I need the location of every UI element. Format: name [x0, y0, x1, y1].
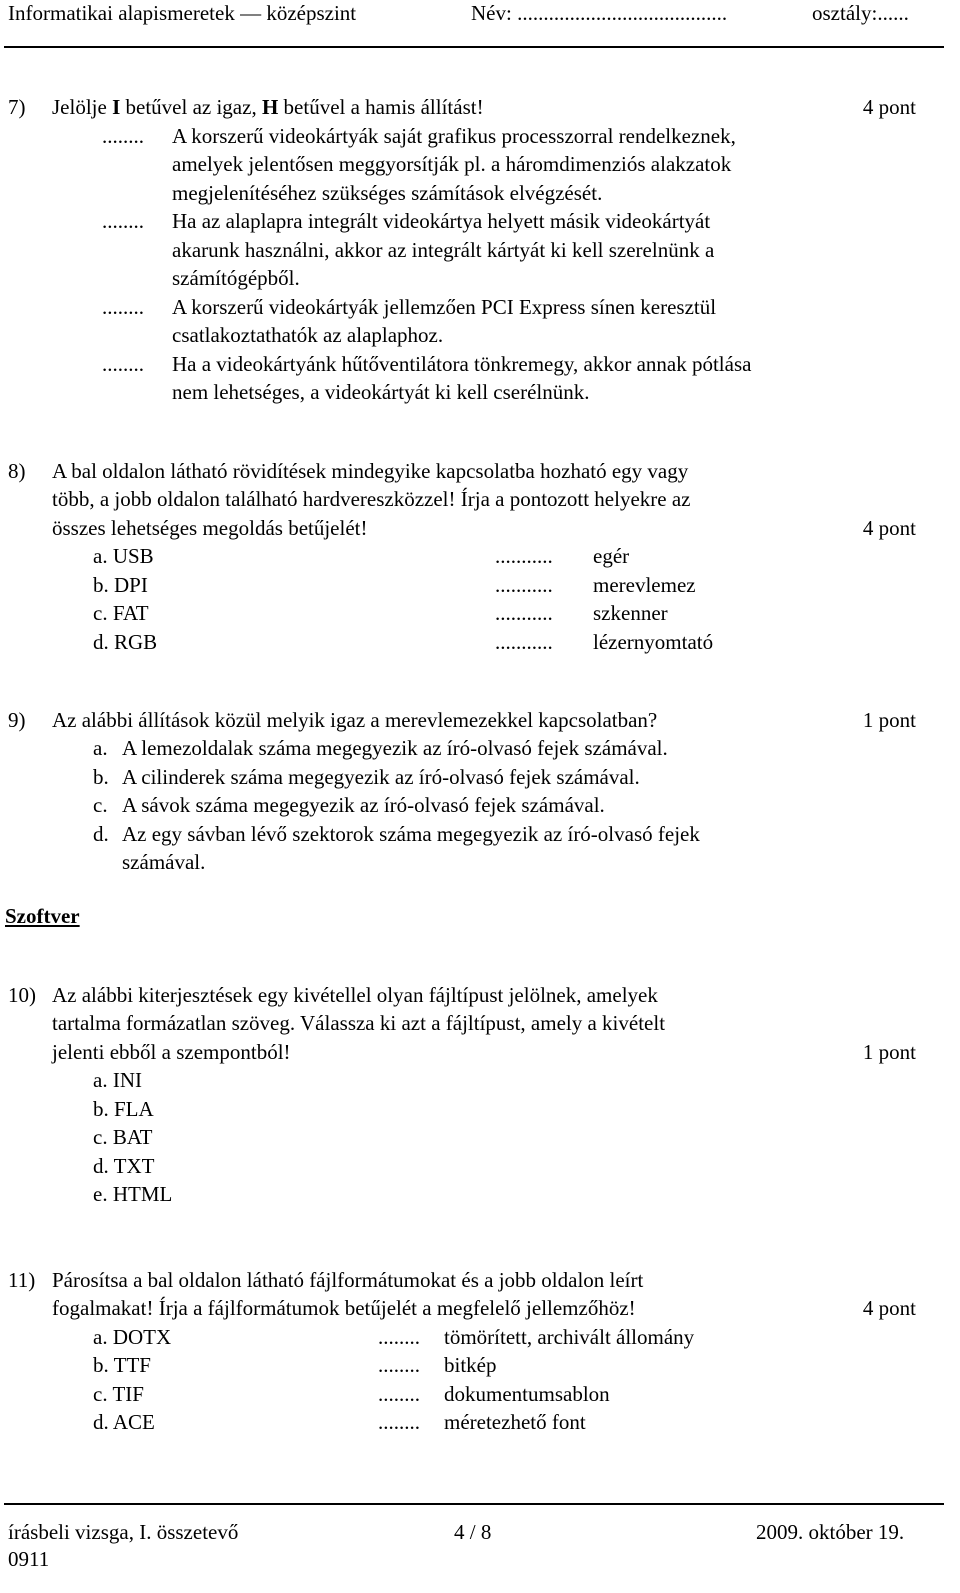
abbreviation-item: b. DPI — [93, 573, 148, 597]
device-item: egér — [593, 544, 630, 568]
option-text: A sávok száma megegyezik az író-olvasó fejek számával. — [122, 793, 605, 817]
header-class-field: osztály:...... — [812, 1, 909, 25]
question-number: 10) — [8, 983, 36, 1007]
option-text: számával. — [122, 850, 206, 874]
question-number: 7) — [8, 95, 26, 119]
option-text: A lemezoldalak száma megegyezik az író-olvasó fejek számával. — [122, 736, 668, 760]
file-format-item: c. TIF — [93, 1382, 144, 1406]
option-item: e. HTML — [93, 1182, 173, 1206]
question-line: tartalma formázatlan szöveg. Válassza ki azt a fájltípust, amely a kivételt — [52, 1011, 666, 1035]
points: 4 pont — [862, 95, 916, 119]
footer-code: 0911 — [8, 1547, 50, 1571]
device-item: szkenner — [593, 601, 668, 625]
answer-blank[interactable]: ........... — [495, 573, 553, 597]
answer-blank[interactable]: ........ — [378, 1353, 420, 1377]
answer-blank[interactable]: ........ — [378, 1325, 420, 1349]
question-line: összes lehetséges megoldás betűjelét! — [52, 516, 368, 540]
answer-blank[interactable]: ........ — [378, 1410, 420, 1434]
device-item: merevlemez — [593, 573, 696, 597]
abbreviation-item: d. RGB — [93, 630, 158, 654]
description-item: dokumentumsablon — [444, 1382, 610, 1406]
statement-line: A korszerű videokártyák saját grafikus processzorral rendelkeznek, — [172, 124, 736, 148]
answer-blank[interactable]: ........ — [102, 209, 144, 233]
points: 4 pont — [862, 1296, 916, 1320]
description-item: tömörített, archivált állomány — [444, 1325, 695, 1349]
answer-blank[interactable]: ........... — [495, 630, 553, 654]
option-item: c. BAT — [93, 1125, 153, 1149]
answer-blank[interactable]: ........ — [102, 124, 144, 148]
statement-line: Ha az alaplapra integrált videokártya helyett másik videokártyát — [172, 209, 711, 233]
question-line: Párosítsa a bal oldalon látható fájlformátumokat és a jobb oldalon leírt — [52, 1268, 644, 1292]
statement-line: számítógépből. — [172, 266, 300, 290]
points: 4 pont — [862, 516, 916, 540]
abbreviation-item: c. FAT — [93, 601, 149, 625]
header-title: Informatikai alapismeretek — középszint — [8, 1, 357, 25]
description-item: bitkép — [444, 1353, 497, 1377]
question-number: 11) — [8, 1268, 36, 1292]
statement-line: csatlakoztathatók az alaplaphoz. — [172, 323, 444, 347]
statement-line: nem lehetséges, a videokártyát ki kell cserélnünk. — [172, 380, 590, 404]
footer-exam-label: írásbeli vizsga, I. összetevő — [8, 1520, 239, 1544]
option-text: Az egy sávban lévő szektorok száma megegyezik az író-olvasó fejek — [122, 822, 700, 846]
footer-date: 2009. október 19. — [756, 1520, 905, 1544]
header-rule — [4, 46, 944, 48]
option-item: d. TXT — [93, 1154, 155, 1178]
option-letter: b. — [93, 765, 109, 789]
question-text: Az alábbi állítások közül melyik igaz a merevlemezekkel kapcsolatban? — [52, 708, 658, 732]
question-number: 8) — [8, 459, 26, 483]
option-letter: c. — [93, 793, 108, 817]
option-text: A cilinderek száma megegyezik az író-olvasó fejek számával. — [122, 765, 640, 789]
option-item: a. INI — [93, 1068, 142, 1092]
points: 1 pont — [862, 1040, 916, 1064]
question-line: jelenti ebből a szempontból! — [52, 1040, 291, 1064]
question-line: A bal oldalon látható rövidítések mindegyike kapcsolatba hozható egy vagy — [52, 459, 689, 483]
answer-blank[interactable]: ........ — [378, 1382, 420, 1406]
section-heading: Szoftver — [5, 904, 80, 928]
answer-blank[interactable]: ........... — [495, 601, 553, 625]
statement-line: A korszerű videokártyák jellemzően PCI Express sínen keresztül — [172, 295, 717, 319]
question-line: fogalmakat! Írja a fájlformátumok betűjelét a megfelelő jellemzőhöz! — [52, 1296, 636, 1320]
file-format-item: d. ACE — [93, 1410, 155, 1434]
statement-line: megjelenítéséhez szükséges számítások elvégzését. — [172, 181, 603, 205]
statement-line: Ha a videokártyánk hűtőventilátora tönkremegy, akkor annak pótlása — [172, 352, 752, 376]
points: 1 pont — [862, 708, 916, 732]
answer-blank[interactable]: ........ — [102, 352, 144, 376]
question-text: Jelölje I betűvel az igaz, H betűvel a hamis állítást! — [52, 95, 484, 119]
question-number: 9) — [8, 708, 26, 732]
question-line: Az alábbi kiterjesztések egy kivétellel olyan fájltípust jelölnek, amelyek — [52, 983, 658, 1007]
option-letter: a. — [93, 736, 108, 760]
option-letter: d. — [93, 822, 109, 846]
answer-blank[interactable]: ........ — [102, 295, 144, 319]
header-name-field: Név: ........................................ — [471, 1, 728, 25]
file-format-item: b. TTF — [93, 1353, 151, 1377]
device-item: lézernyomtató — [593, 630, 714, 654]
footer-rule — [4, 1503, 944, 1505]
page-number: 4 / 8 — [454, 1520, 492, 1544]
answer-blank[interactable]: ........... — [495, 544, 553, 568]
description-item: méretezhető font — [444, 1410, 586, 1434]
question-line: több, a jobb oldalon található hardvereszközzel! Írja a pontozott helyekre az — [52, 487, 691, 511]
option-item: b. FLA — [93, 1097, 154, 1121]
statement-line: amelyek jelentősen meggyorsítják pl. a háromdimenziós alakzatok — [172, 152, 732, 176]
file-format-item: a. DOTX — [93, 1325, 172, 1349]
statement-line: akarunk használni, akkor az integrált kártyát ki kell szerelnünk a — [172, 238, 715, 262]
abbreviation-item: a. USB — [93, 544, 154, 568]
